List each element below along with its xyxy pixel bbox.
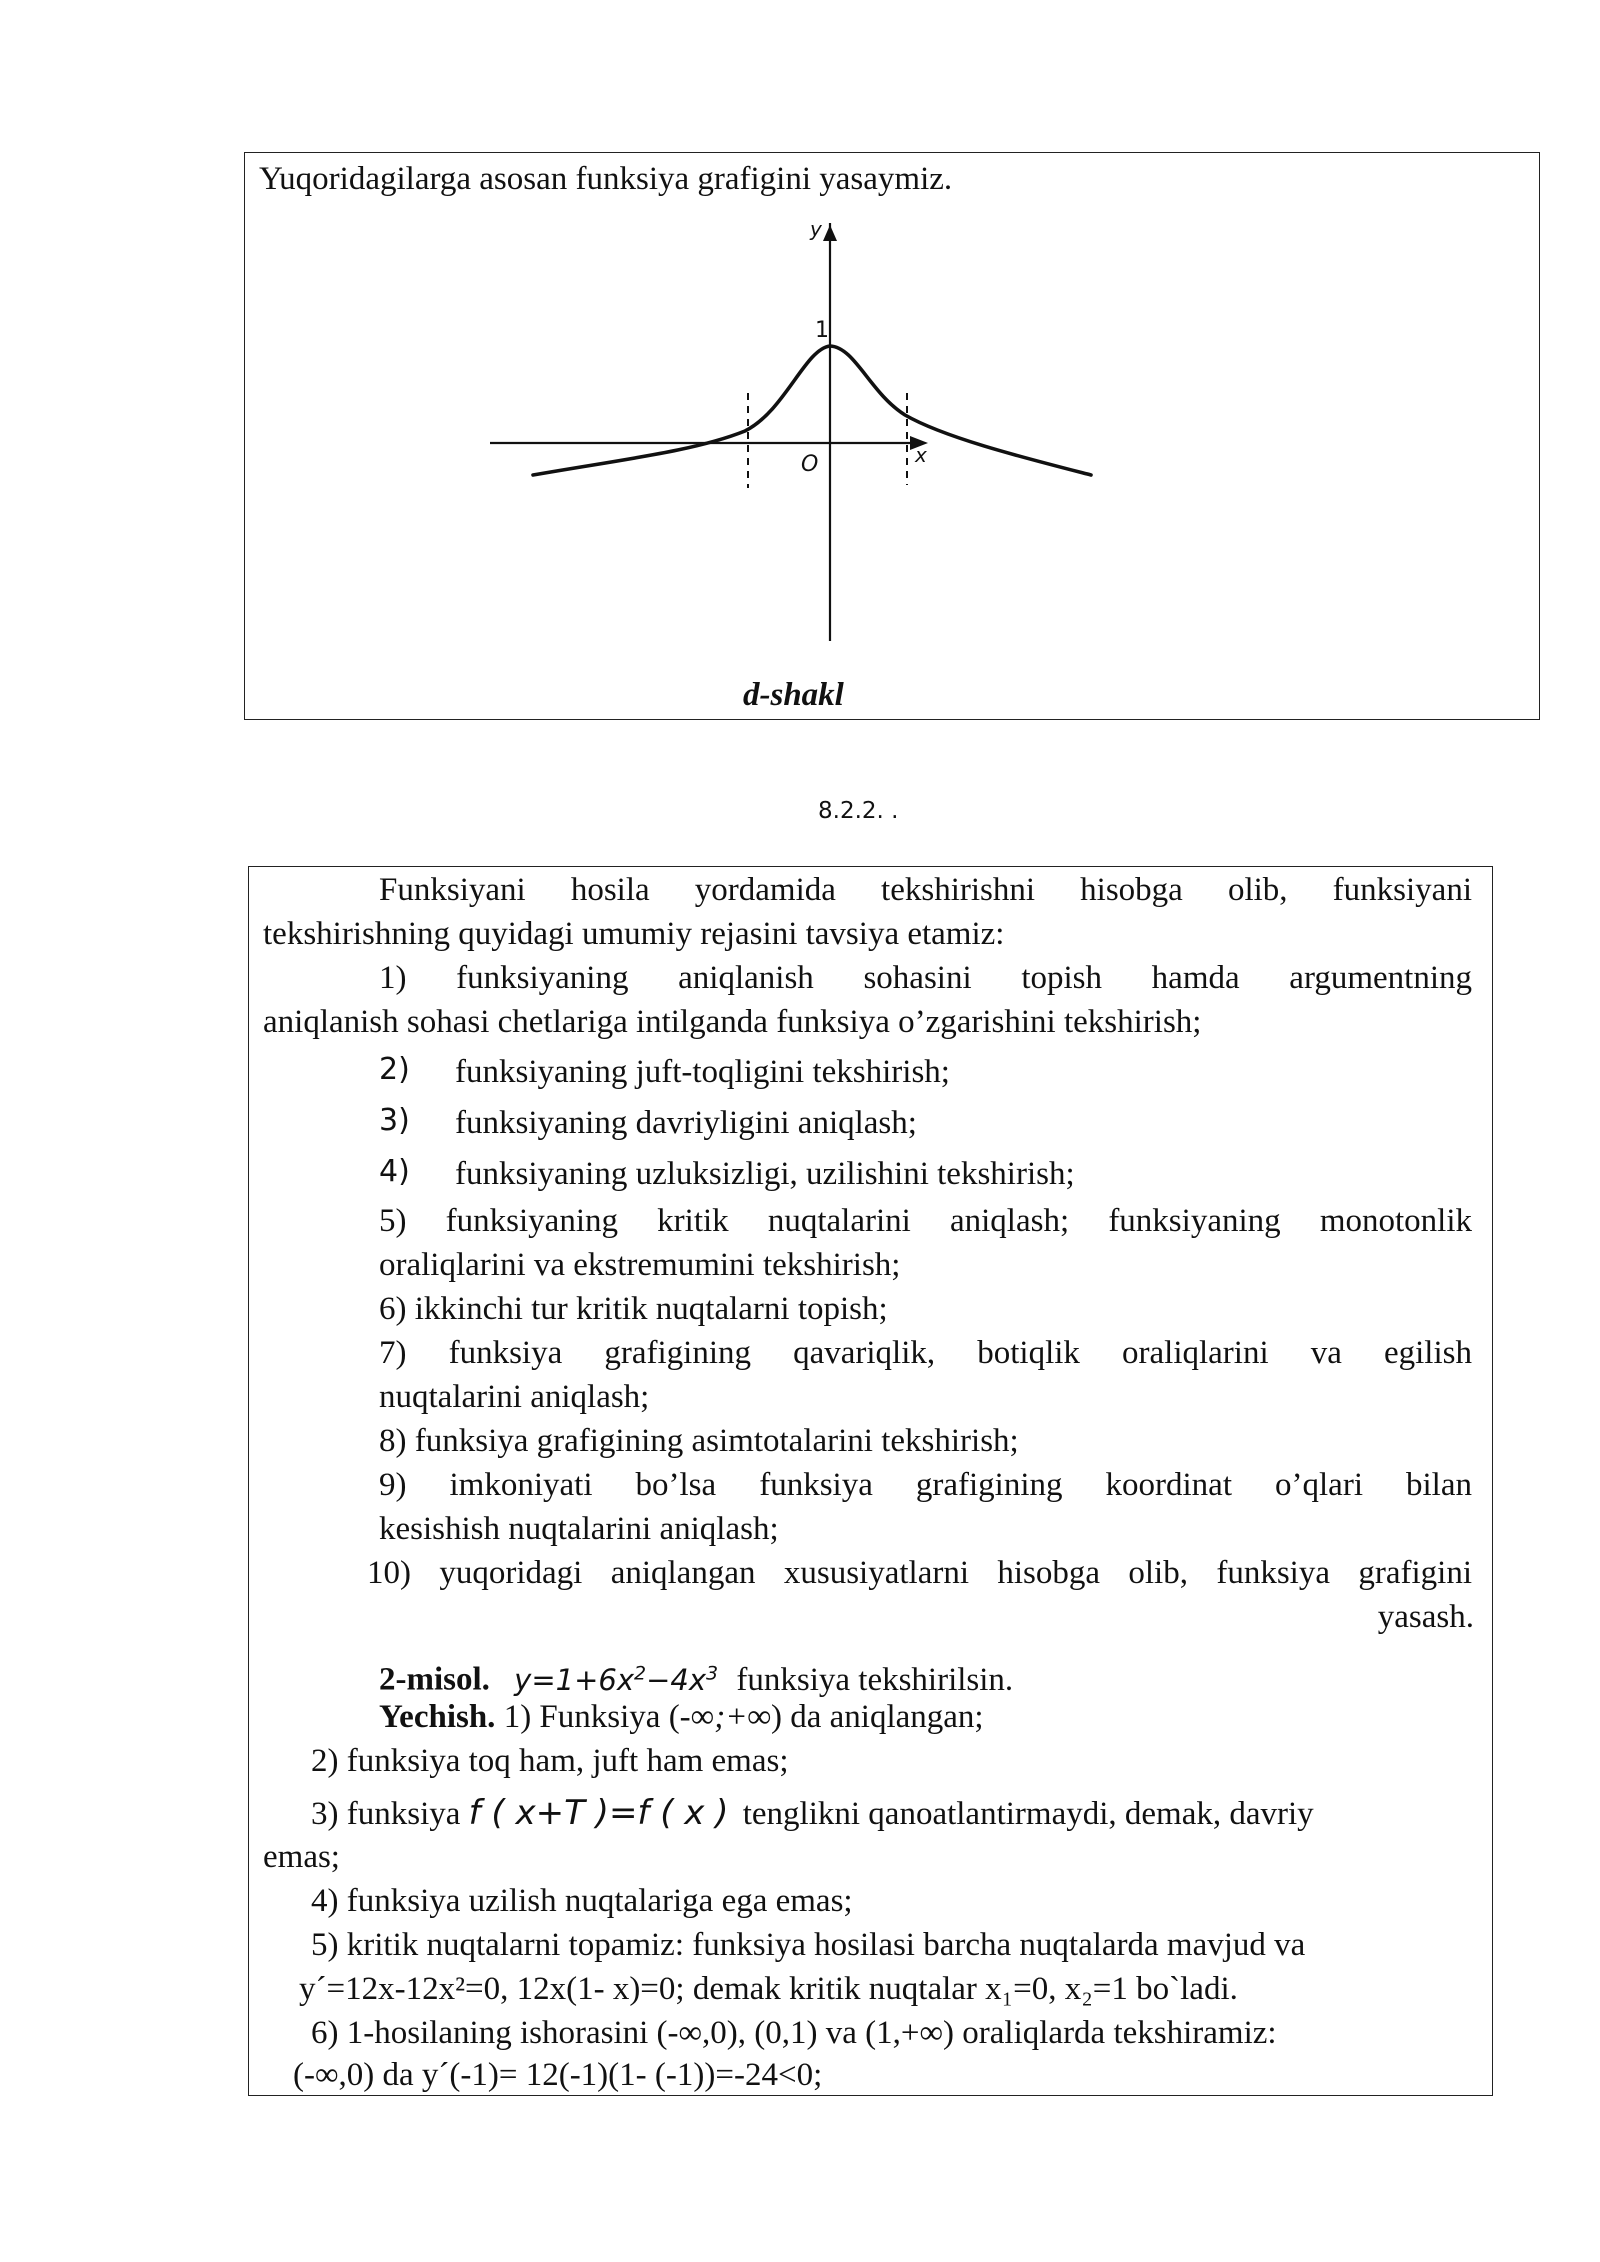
y-axis-arrow	[823, 225, 837, 241]
x-axis-label: x	[915, 443, 927, 467]
plan-intro-line1: Funksiyani hosila yordamida tekshirishni hisobga olib, funksiyani	[379, 872, 1472, 908]
example-label: 2-misol.	[379, 1661, 490, 1698]
plan-box	[248, 866, 1493, 2096]
step-3-number: 3)	[379, 1103, 410, 1138]
step-7-line2: nuqtalarini aniqlash;	[379, 1379, 650, 1415]
solution-line-2: 2) funksiya toq ham, juft ham emas;	[311, 1743, 789, 1779]
step-9-line2: kesishish nuqtalarini aniqlash;	[379, 1511, 779, 1547]
origin-label: O	[801, 452, 819, 477]
step-4-text: funksiyaning uzluksizligi, uzilishini tekshirish;	[455, 1156, 1075, 1192]
solution-line-3b: emas;	[263, 1839, 340, 1875]
solution-line-5b: y´=12x-12x²=0, 12x(1- x)=0; demak kritik nuqtalar x₁=0, x₂=1 bo`ladi.	[299, 1971, 1238, 2007]
step-2-number: 2)	[379, 1052, 410, 1087]
step-4-number: 4)	[379, 1154, 410, 1189]
function-graph	[245, 153, 1539, 719]
solution-line-6b: (-∞,0) da y´(-1)= 12(-1)(1- (-1))=-24<0;	[293, 2057, 823, 2093]
step-1-line1: 1) funksiyaning aniqlanish sohasini topish hamda argumentning	[379, 960, 1472, 996]
step-7-line1: 7) funksiya grafigining qavariqlik, botiqlik oraliqlarini va egilish	[379, 1335, 1472, 1371]
step-1-line2: aniqlanish sohasi chetlariga intilganda funksiya o’zgarishini tekshirish;	[263, 1004, 1202, 1040]
solution-line-4: 4) funksiya uzilish nuqtalariga ega emas;	[311, 1883, 853, 1919]
step-2-text: funksiyaning juft-toqligini tekshirish;	[455, 1054, 950, 1090]
periodicity-formula: f ( x+T )=f ( x )	[468, 1793, 729, 1833]
solution-line-1: Yechish. 1) Funksiya (-∞;+∞) da aniqlangan;	[379, 1699, 984, 1735]
step-5-line1: 5) funksiyaning kritik nuqtalarini aniqlash; funksiyaning monotonlik	[379, 1203, 1472, 1239]
step-10-line1: 10) yuqoridagi aniqlangan xususiyatlarni hisobga olib, funksiya grafigini	[367, 1555, 1472, 1591]
step-5-line2: oraliqlarini va ekstremumini tekshirish;	[379, 1247, 901, 1283]
step-8: 8) funksiya grafigining asimtotalarini tekshirish;	[379, 1423, 1019, 1459]
step-9-line1: 9) imkoniyati bo’lsa funksiya grafigining koordinat o’qlari bilan	[379, 1467, 1472, 1503]
solution-line-3: 3) funksiya f ( x+T )=f ( x ) tenglikni qanoatlantirmaydi, demak, davriy	[311, 1793, 1314, 1833]
figure-box	[244, 152, 1540, 720]
y-axis-label: y	[810, 217, 822, 241]
figure-intro-text: Yuqoridagilarga asosan funksiya grafigini yasaymiz.	[259, 161, 953, 197]
example-formula: $y=1+6x^2-4x^3$	[514, 1662, 719, 1697]
section-number: 8.2.2. .	[818, 798, 899, 824]
example-instruction: funksiya tekshirilsin.	[736, 1661, 1014, 1698]
step-3-text: funksiyaning davriyligini aniqlash;	[455, 1105, 917, 1141]
figure-caption: d-shakl	[743, 677, 844, 713]
tick-one-label: 1	[815, 318, 829, 343]
step-6: 6) ikkinchi tur kritik nuqtalarni topish;	[379, 1291, 888, 1327]
step-10-line2: yasash.	[1377, 1599, 1474, 1635]
solution-line-6a: 6) 1-hosilaning ishorasini (-∞,0), (0,1) va (1,+∞) oraliqlarda tekshiramiz:	[311, 2015, 1277, 2051]
solution-label: Yechish.	[379, 1699, 496, 1735]
plan-intro-line2: tekshirishning quyidagi umumiy rejasini tavsiya etamiz:	[263, 916, 1005, 952]
solution-line-5a: 5) kritik nuqtalarni topamiz: funksiya hosilasi barcha nuqtalarda mavjud va	[311, 1927, 1306, 1963]
